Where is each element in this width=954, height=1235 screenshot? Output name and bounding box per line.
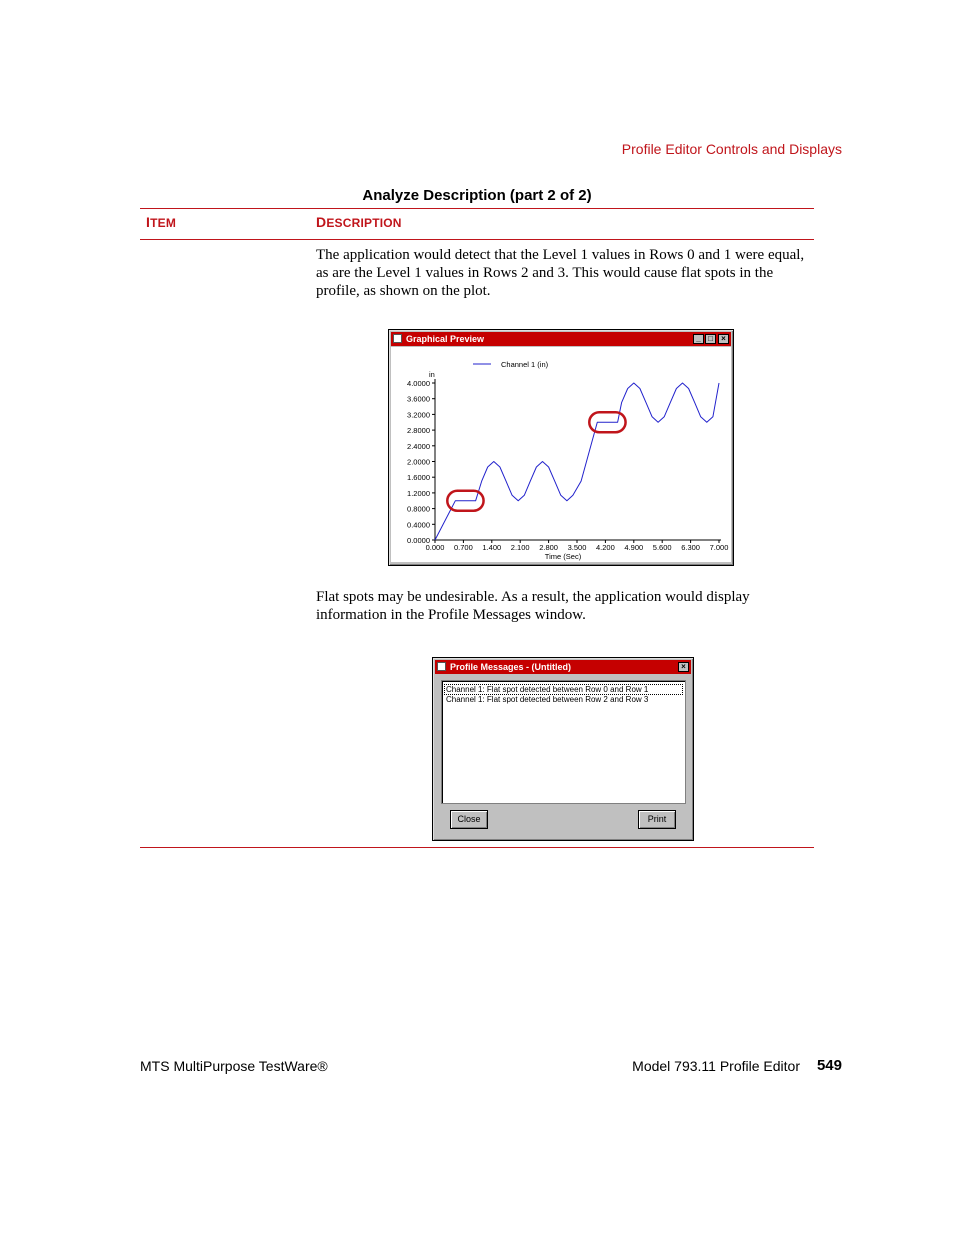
- y-axis-label: in: [429, 370, 435, 379]
- x-tick-label: 1.400: [482, 543, 502, 552]
- preview-titlebar[interactable]: [391, 332, 731, 346]
- window-icon: [437, 662, 446, 671]
- x-axis-label: Time (Sec): [544, 552, 582, 561]
- close-button[interactable]: ×: [718, 334, 729, 344]
- y-tick-label: 0.0000: [407, 536, 430, 545]
- table-header-rule: [140, 239, 814, 240]
- column-header-description: DESCRIPTION: [316, 214, 402, 230]
- y-tick-label: 0.8000: [407, 504, 430, 514]
- maximize-button[interactable]: □: [705, 334, 716, 344]
- x-tick-label: 5.600: [652, 543, 672, 552]
- messages-list[interactable]: [441, 680, 686, 804]
- table-bottom-rule: [140, 847, 814, 848]
- y-tick-label: 1.6000: [407, 473, 430, 483]
- y-tick-label: 4.0000: [407, 379, 430, 388]
- footer-product: MTS MultiPurpose TestWare®: [140, 1058, 328, 1074]
- x-tick-label: 3.500: [567, 543, 587, 552]
- footer-model: Model 793.11 Profile Editor: [632, 1058, 800, 1074]
- message-line[interactable]: Channel 1: Flat spot detected between Row 2 and Row 3: [446, 695, 649, 704]
- section-header: Profile Editor Controls and Displays: [621, 141, 842, 157]
- window-icon: [393, 334, 402, 343]
- messages-titlebar[interactable]: [435, 660, 691, 674]
- minimize-button[interactable]: _: [693, 334, 704, 344]
- table-title: Analyze Description (part 2 of 2): [362, 187, 592, 204]
- graphical-preview-window: [388, 329, 734, 566]
- x-tick-label: 2.100: [510, 543, 530, 552]
- preview-window-title: Graphical Preview: [406, 334, 485, 344]
- y-tick-label: 1.2000: [407, 488, 430, 498]
- legend-label: Channel 1 (in): [501, 360, 549, 369]
- page-number: 549: [816, 1057, 842, 1074]
- y-tick-label: 0.4000: [407, 520, 430, 530]
- series-line-channel-1: [435, 383, 719, 540]
- description-paragraph-2: Flat spots may be undesirable. As a result, the application would display information in the Profile Messages window.: [316, 589, 750, 623]
- x-tick-label: 0.000: [425, 543, 445, 552]
- y-tick-label: 2.0000: [407, 457, 430, 467]
- messages-window-title: Profile Messages - (Untitled): [450, 662, 572, 672]
- line-chart: [391, 347, 731, 562]
- x-tick-label: 0.700: [454, 543, 473, 552]
- close-button[interactable]: ×: [678, 662, 689, 672]
- column-header-item: ITEM: [146, 214, 177, 230]
- table-top-rule: [140, 208, 814, 209]
- print-button[interactable]: Print: [638, 810, 676, 829]
- message-line[interactable]: Channel 1: Flat spot detected between Row 0 and Row 1: [444, 684, 683, 695]
- profile-messages-window: [432, 657, 694, 841]
- x-tick-label: 4.900: [624, 543, 644, 552]
- x-tick-label: 6.300: [681, 543, 700, 552]
- y-tick-label: 3.6000: [407, 394, 430, 404]
- y-tick-label: 3.2000: [407, 410, 430, 420]
- y-tick-label: 2.8000: [407, 426, 430, 436]
- close-messages-button[interactable]: Close: [450, 810, 488, 829]
- x-tick-label: 4.200: [596, 543, 615, 552]
- x-tick-label: 2.800: [539, 543, 558, 552]
- y-tick-label: 2.4000: [407, 441, 430, 451]
- description-paragraph-1: The application would detect that the Level 1 values in Rows 0 and 1 were equal, as are the Level 1 values in Rows 2 and 3. This would cause flat spots in the profile, as shown on the plot.: [316, 247, 805, 299]
- x-tick-label: 7.000: [709, 543, 729, 552]
